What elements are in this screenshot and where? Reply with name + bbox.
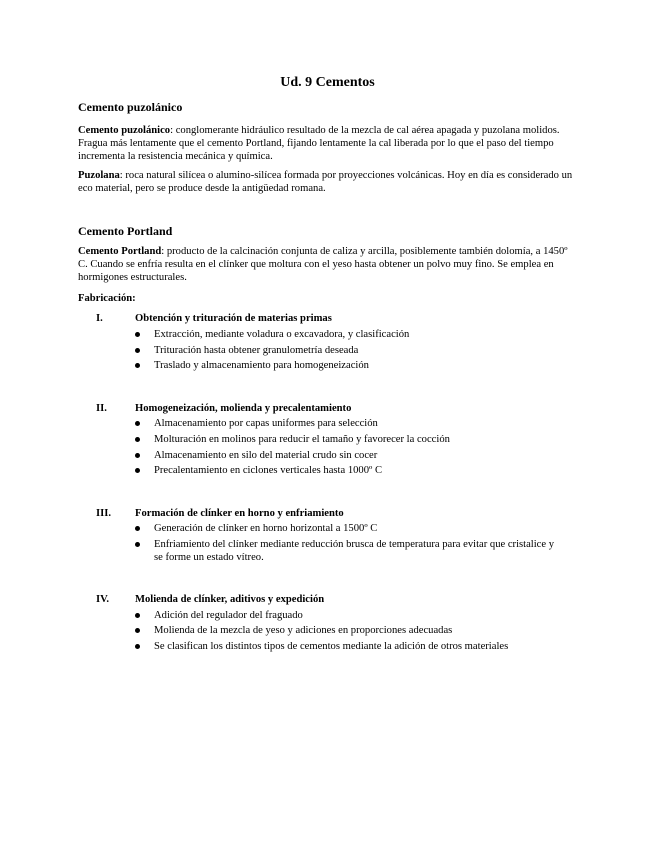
list-item xyxy=(135,417,565,430)
section-heading-puzolanico: Cemento puzolánico xyxy=(78,100,183,114)
document-title: Ud. 9 Cementos xyxy=(280,75,375,90)
list-item xyxy=(135,344,565,357)
list-item xyxy=(135,522,565,535)
phase-title: Homogeneización, molienda y precalentamiento xyxy=(135,403,352,414)
phase-number: III. xyxy=(96,508,112,519)
list-item xyxy=(135,609,565,622)
list-item-text: Traslado y almacenamiento para homogeneización xyxy=(154,360,369,371)
definition-cemento-portland: : producto de la calcinación conjunta de caliza y arcilla, posiblemente también dolomía, a 1450º C. Cuando se enfría resulta en el clínker que moltura con el yeso hasta obtener un polvo muy fino. Se emplea en hormigones estructurales. xyxy=(78,246,568,283)
bullet-icon xyxy=(135,542,140,547)
list-item-text: Precalentamiento en ciclones verticales hasta 1000º C xyxy=(154,465,383,476)
bullet-icon xyxy=(135,332,140,337)
list-item-text: Almacenamiento en silo del material crudo sin cocer xyxy=(154,450,378,461)
bullet-icon xyxy=(135,437,140,442)
list-item xyxy=(135,359,565,372)
phase-title: Molienda de clínker, aditivos y expedición xyxy=(135,594,325,605)
bullet-icon xyxy=(135,613,140,618)
phase-title: Formación de clínker en horno y enfriamiento xyxy=(135,508,344,519)
list-item-text: Molienda de la mezcla de yeso y adiciones en proporciones adecuadas xyxy=(154,625,453,636)
bullet-icon xyxy=(135,468,140,473)
bullet-icon xyxy=(135,628,140,633)
paragraph-puzolana xyxy=(78,169,578,195)
list-item xyxy=(135,538,565,564)
bullet-icon xyxy=(135,644,140,649)
term-cemento-puzolanico: Cemento puzolánico xyxy=(78,125,171,136)
list-item xyxy=(135,640,565,653)
list-item-text: Se clasifican los distintos tipos de cementos mediante la adición de otros materiales xyxy=(154,641,509,652)
definition-cemento-puzolanico: : conglomerante hidráulico resultado de la mezcla de cal aérea apagada y puzolana molidos. Fragua más lentamente que el cemento Portland, fijando lentamente la cal liberada por lo que el paso del tiempo incrementa la resistencia mecánica y química. xyxy=(78,125,560,162)
list-item xyxy=(135,449,565,462)
list-item xyxy=(135,433,565,446)
phase-number: IV. xyxy=(96,594,110,605)
paragraph-cemento-puzolanico xyxy=(78,124,578,163)
list-item-text: Almacenamiento por capas uniformes para selección xyxy=(154,418,378,429)
phase-number: II. xyxy=(96,403,107,414)
bullet-icon xyxy=(135,348,140,353)
section-heading-portland: Cemento Portland xyxy=(78,224,173,238)
list-item xyxy=(135,328,565,341)
bullet-icon xyxy=(135,363,140,368)
list-item-text: Molturación en molinos para reducir el tamaño y favorecer la cocción xyxy=(154,434,450,445)
fabrication-label: Fabricación: xyxy=(78,293,136,304)
list-item-text: Generación de clínker en horno horizontal a 1500º C xyxy=(154,523,378,534)
definition-puzolana: : roca natural silícea o alumino-silícea formada por proyecciones volcánicas. Hoy en día es considerado un eco material, pero se produce desde la antigüedad romana. xyxy=(78,170,573,194)
list-item xyxy=(135,624,565,637)
term-puzolana: Puzolana xyxy=(78,170,120,181)
list-item-text: Enfriamiento del clínker mediante reducción brusca de temperatura para evitar que cristalice y se forme un estado vítreo. xyxy=(154,539,555,563)
bullet-icon xyxy=(135,526,140,531)
bullet-icon xyxy=(135,421,140,426)
list-item xyxy=(135,464,565,477)
term-cemento-portland: Cemento Portland xyxy=(78,246,162,257)
phase-number: I. xyxy=(96,313,103,324)
paragraph-cemento-portland xyxy=(78,245,578,284)
list-item-text: Adición del regulador del fraguado xyxy=(154,610,303,621)
phase-title: Obtención y trituración de materias primas xyxy=(135,313,332,324)
list-item-text: Extracción, mediante voladura o excavadora, y clasificación xyxy=(154,329,410,340)
bullet-icon xyxy=(135,453,140,458)
list-item-text: Trituración hasta obtener granulometría deseada xyxy=(154,345,359,356)
